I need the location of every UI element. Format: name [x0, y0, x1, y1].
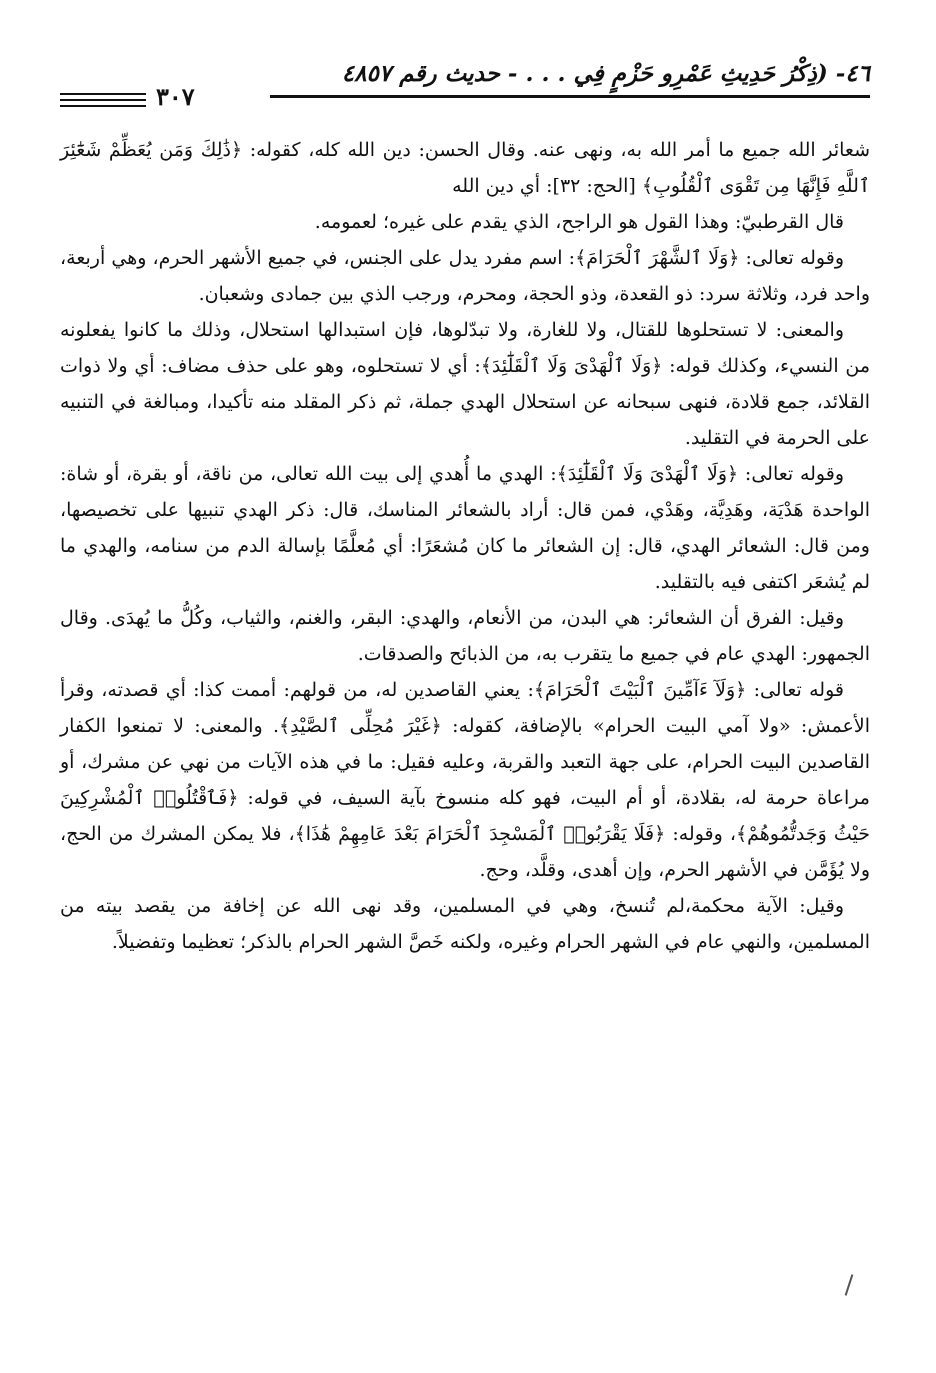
- page-number-rule: [60, 99, 146, 101]
- paragraph: والمعنى: لا تستحلوها للقتال، ولا للغارة، ولا تبدّلوها، فإن استبدالها استحلال، وذلك ما كانوا يفعلونه من النسيء، وكذلك قوله: ﴿وَلَا ٱلْهَدْىَ وَلَا ٱلْقَلَٰٓئِدَ﴾: أي لا تستحلوه، وهو على حذف مضاف: أي ولا ذوات القلائد، جمع قلادة، فنهى سبحانه عن استحلال الهدي جملة، ثم ذكر المقلد منه تأكيدا، ومبالغة في التنبيه على الحرمة في التقليد.: [60, 319, 870, 449]
- header-rule: [270, 95, 870, 98]
- book-page: [60, 52, 870, 960]
- page-number-rule: [60, 93, 146, 95]
- paragraph: قال القرطبيّ: وهذا القول هو الراجح، الذي يقدم على غيره؛ لعمومه.: [314, 211, 844, 233]
- page-body: [60, 132, 870, 960]
- paragraph: وقوله تعالى: ﴿وَلَا ٱلشَّهْرَ ٱلْحَرَامَ﴾: اسم مفرد يدل على الجنس، في جميع الأشهر الحرم، وهي أربعة، واحد فرد، وثلاثة سرد: ذو القعدة، وذو الحجة، ومحرم، ورجب الذي بين جمادى وشعبان.: [60, 247, 870, 305]
- paragraph: قوله تعالى: ﴿وَلَآ ءَآمِّينَ ٱلْبَيْتَ ٱلْحَرَامَ﴾: يعني القاصدين له، من قولهم: أممت كذا: أي قصدته، وقرأ الأعمش: «ولا آمي البيت الحرام» بالإضافة، كقوله: ﴿غَيْرَ مُحِلِّى ٱلصَّيْدِ﴾. والمعنى: لا تمنعوا الكفار القاصدين البيت الحرام، على جهة التعبد والقربة، وعليه فقيل: ما في هذه الآيات من نهي عن مشرك، أو مراعاة حرمة له، بقلادة، أو أم البيت، فهو كله منسوخ بآية السيف، في قوله: ﴿فَٱقْتُلُوا۟ ٱلْمُشْرِكِينَ حَيْثُ وَجَدتُّمُوهُمْ﴾، وقوله: ﴿فَلَا يَقْرَبُوا۟ ٱلْمَسْجِدَ ٱلْحَرَامَ بَعْدَ عَامِهِمْ هَٰذَا﴾، فلا يمكن المشرك من الحج، ولا يُؤَمَّن في الأشهر الحرم، وإن أهدى، وقلَّد، وحج.: [60, 679, 870, 881]
- paragraph: شعائر الله جميع ما أمر الله به، ونهى عنه. وقال الحسن: دين الله كله، كقوله: ﴿ذَٰلِكَ وَمَن يُعَظِّمْ شَعَٰٓئِرَ ٱللَّهِ فَإِنَّهَا مِن تَقْوَى ٱلْقُلُوبِ﴾ [الحج: ٣٢]: أي دين الله: [60, 139, 870, 197]
- page-number: ٣٠٧: [156, 82, 195, 111]
- paragraph: وقيل: الفرق أن الشعائر: هي البدن، من الأنعام، والهدي: البقر، والغنم، والثياب، وكُلُّ ما يُهدَى. وقال الجمهور: الهدي عام في جميع ما يتقرب به، من الذبائح والصدقات.: [60, 607, 870, 665]
- paragraph: وقيل: الآية محكمة،لم تُنسخ، وهي في المسلمين، وقد نهى الله عن إخافة من يقصد بيته من المسلمين، والنهي عام في الشهر الحرام وغيره، ولكنه خَصَّ الشهر الحرام بالذكر؛ تعظيما وتفضيلاً.: [60, 895, 870, 953]
- running-title: ٤٦- (ذِكْرُ حَدِيثِ عَمْرِو حَزْمٍ فِي . . . - حديث رقم ٤٨٥٧: [341, 60, 870, 87]
- page-header: [60, 52, 870, 114]
- page-number-block: [60, 82, 236, 112]
- page-number-rule: [60, 105, 146, 107]
- paragraph: وقوله تعالى: ﴿وَلَا ٱلْهَدْىَ وَلَا ٱلْقَلَٰٓئِدَ﴾: الهدي ما أُهدي إلى بيت الله تعالى، من ناقة، أو بقرة، أو شاة: الواحدة هَدْيَة، وهَدِيَّة، وهَدْي، فمن قال: أراد بالشعائر المناسك، قال: ذكر الهدي تنبيها على تخصيصها، ومن قال: الشعائر الهدي، قال: إن الشعائر ما كان مُشعَرًا: أي مُعلَّمًا بإسالة الدم من سنامه، والهدي ما لم يُشعَر اكتفى فيه بالتقليد.: [60, 463, 870, 593]
- margin-mark: [845, 1274, 854, 1296]
